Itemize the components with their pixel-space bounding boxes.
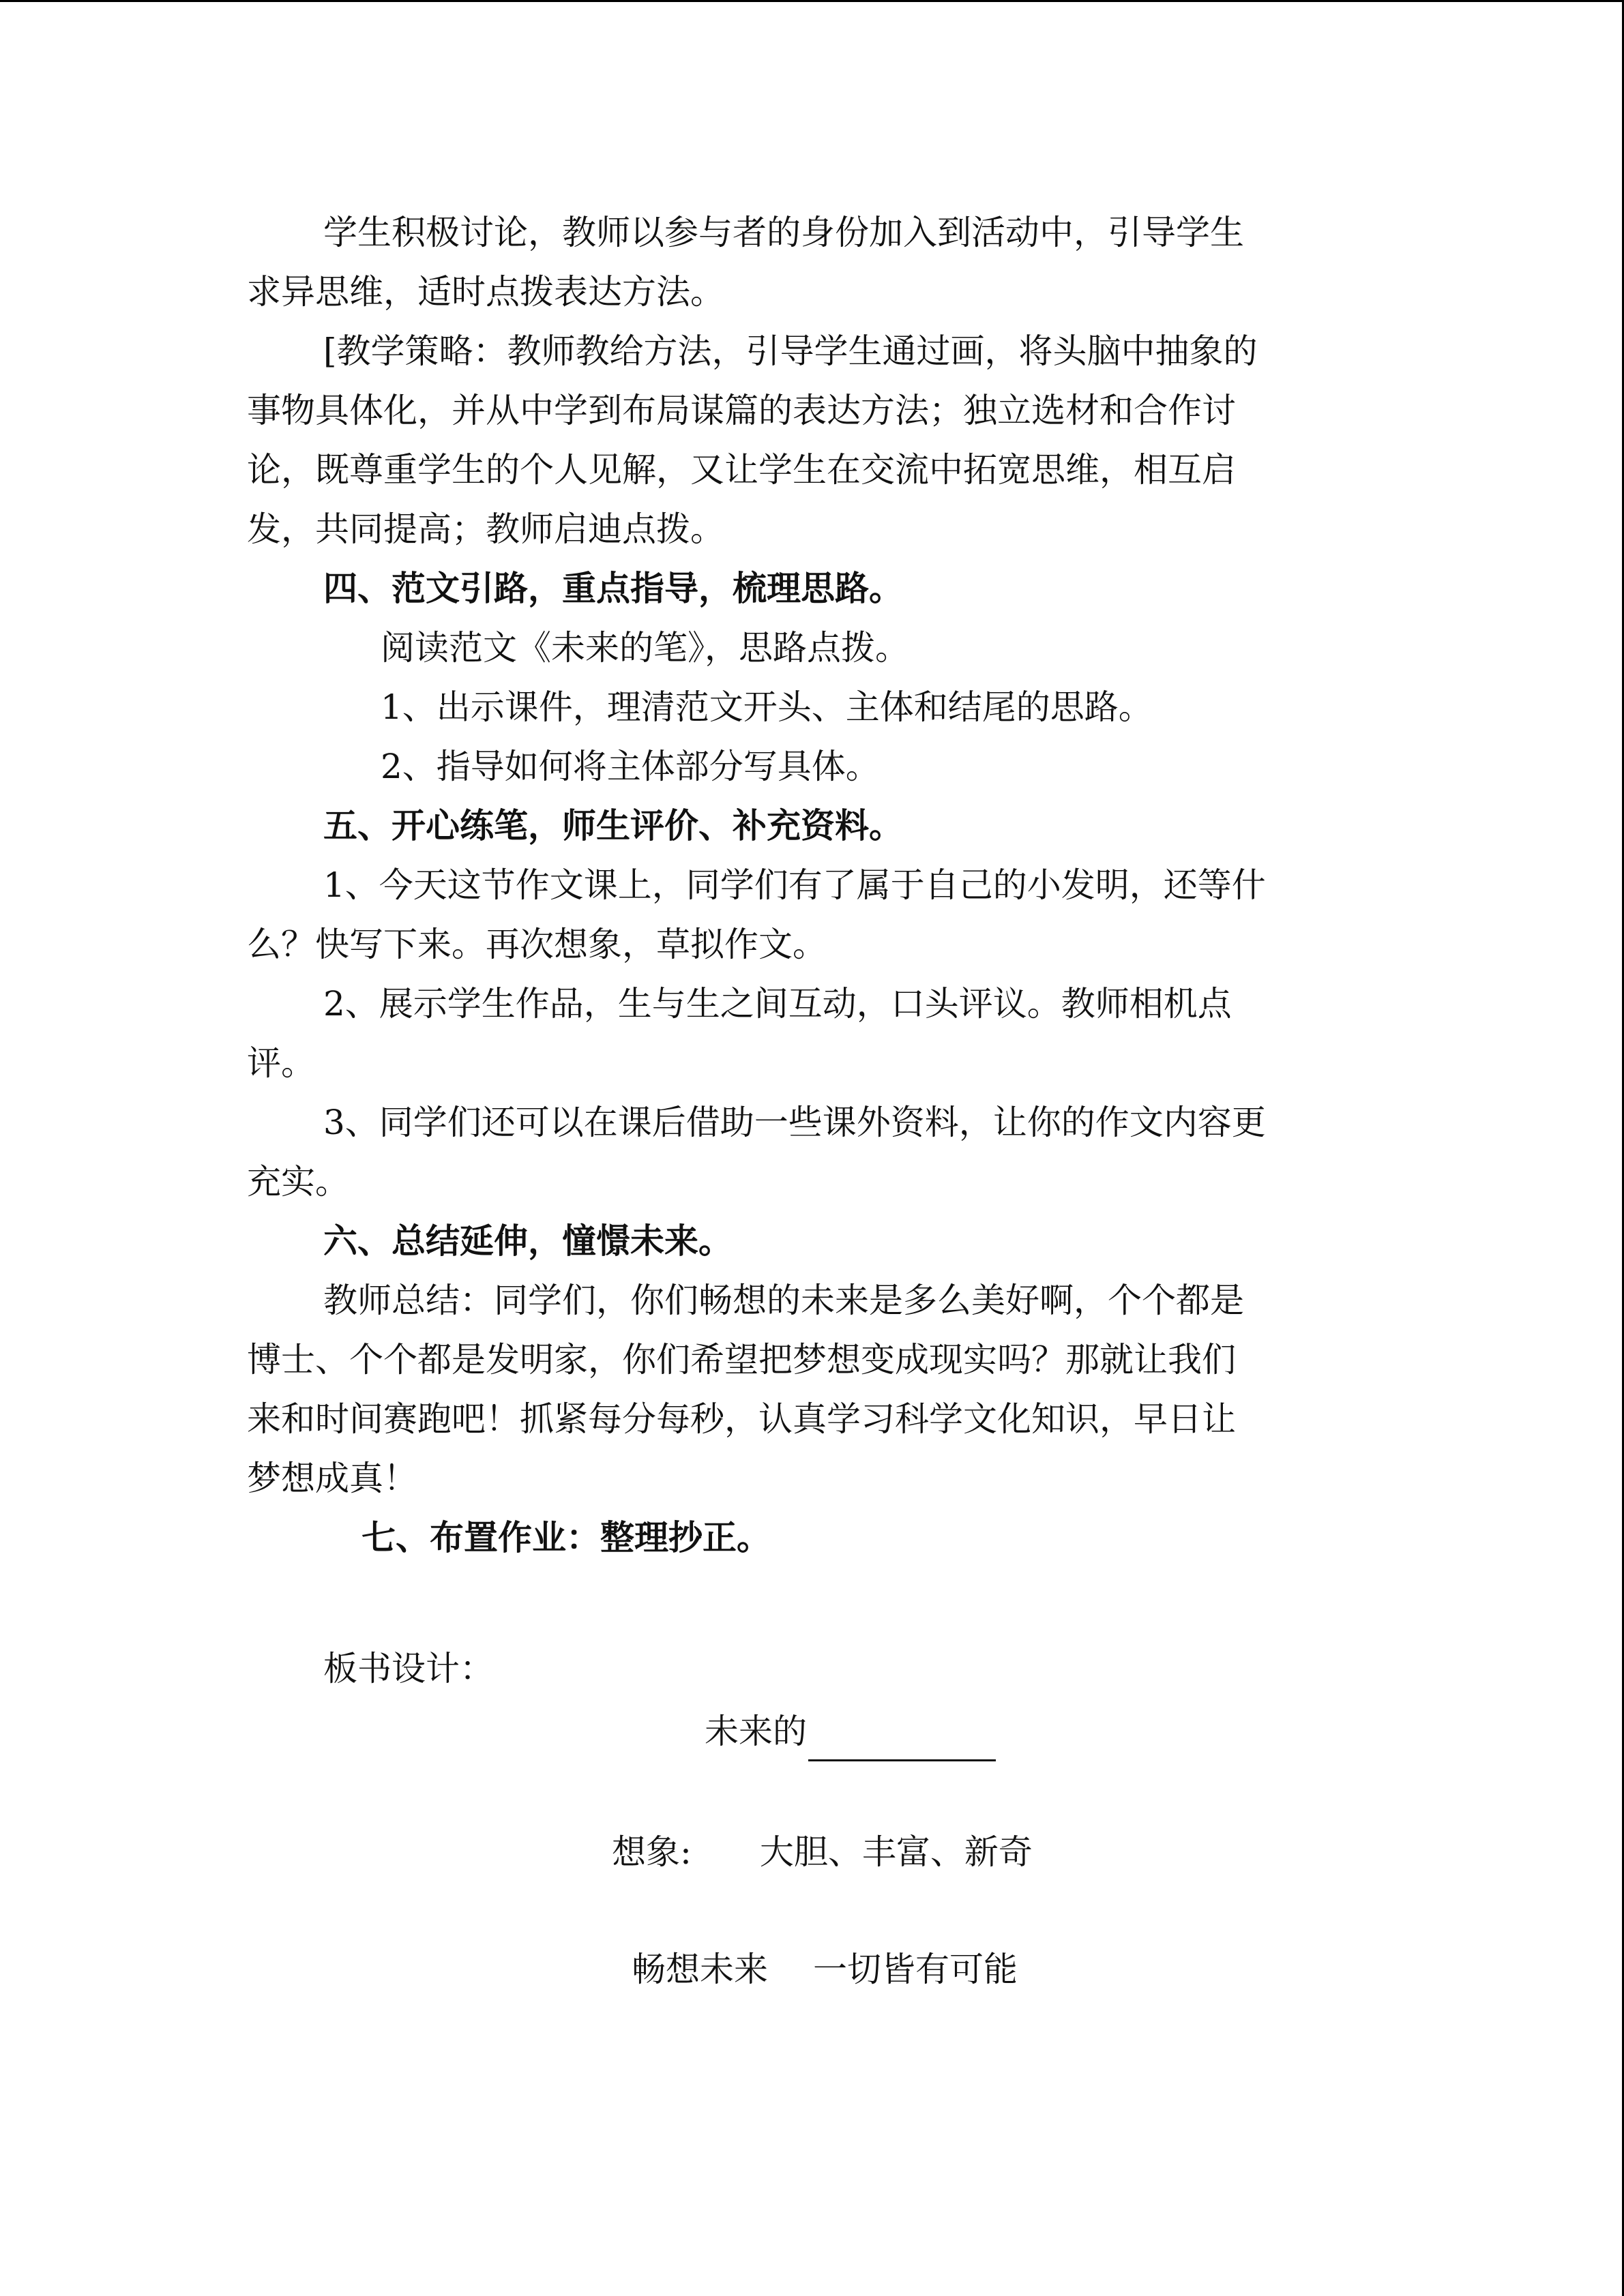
paragraph-line: 么？快写下来。再次想象，草拟作文。 bbox=[247, 925, 827, 964]
board-slogan-row bbox=[632, 1940, 1018, 1999]
section-heading: 七、布置作业：整理抄正。 bbox=[361, 1518, 771, 1557]
paragraph-line: 求异思维，适时点拨表达方法。 bbox=[247, 272, 724, 312]
paragraph-line: 发，共同提高；教师启迪点拨。 bbox=[247, 509, 724, 549]
paragraph-line: 1、今天这节作文课上，同学们有了属于自己的小发明，还等什 bbox=[323, 865, 1266, 905]
paragraph-line: 评。 bbox=[247, 1043, 315, 1083]
board-imagination-row bbox=[612, 1823, 1033, 1882]
paragraph-line: 充实。 bbox=[247, 1162, 349, 1202]
paragraph-line: 1、出示课件，理清范文开头、主体和结尾的思路。 bbox=[381, 687, 1153, 727]
paragraph-line: 论，既尊重学生的个人见解，又让学生在交流中拓宽思维，相互启 bbox=[247, 450, 1236, 490]
board-design-label: 板书设计： bbox=[323, 1649, 494, 1688]
paragraph-line: 2、指导如何将主体部分写具体。 bbox=[381, 747, 880, 786]
slogan-right: 一切皆有可能 bbox=[813, 1950, 1018, 1989]
section-heading: 四、范文引路，重点指导，梳理思路。 bbox=[323, 569, 903, 608]
paragraph-line: 博士、个个都是发明家，你们希望把梦想变成现实吗？那就让我们 bbox=[247, 1340, 1236, 1380]
paragraph-line: 2、展示学生作品，生与生之间互动，口头评议。教师相机点 bbox=[323, 984, 1232, 1024]
document-body bbox=[247, 203, 1379, 1568]
slogan-left: 畅想未来 bbox=[632, 1950, 768, 1989]
paragraph-line: 教师总结：同学们，你们畅想的未来是多么美好啊，个个都是 bbox=[323, 1281, 1244, 1320]
paragraph-line: 学生积极讨论，教师以参与者的身份加入到活动中，引导学生 bbox=[323, 213, 1244, 252]
section-heading: 六、总结延伸，憧憬未来。 bbox=[323, 1221, 733, 1261]
paragraph-line: 来和时间赛跑吧！抓紧每分每秒，认真学习科学文化知识，早日让 bbox=[247, 1399, 1236, 1439]
imagination-label: 想象: bbox=[612, 1832, 692, 1872]
paragraph-line: [教学策略：教师教给方法，引导学生通过画，将头脑中抽象的 bbox=[323, 331, 1258, 371]
board-title-prefix: 未来的 bbox=[705, 1712, 807, 1751]
paragraph-line: 3、同学们还可以在课后借助一些课外资料，让你的作文内容更 bbox=[323, 1103, 1266, 1142]
paragraph-line: 事物具体化，并从中学到布局谋篇的表达方法；独立选材和合作讨 bbox=[247, 391, 1236, 430]
blank-underline bbox=[808, 1717, 996, 1761]
paragraph-line: 梦想成真！ bbox=[247, 1459, 417, 1498]
section-heading: 五、开心练笔，师生评价、补充资料。 bbox=[323, 806, 903, 846]
board-title bbox=[705, 1702, 996, 1761]
page-border-top bbox=[0, 0, 1624, 2]
paragraph-line: 阅读范文《未来的笔》，思路点拨。 bbox=[381, 628, 909, 668]
imagination-values: 大胆、丰富、新奇 bbox=[759, 1832, 1033, 1872]
